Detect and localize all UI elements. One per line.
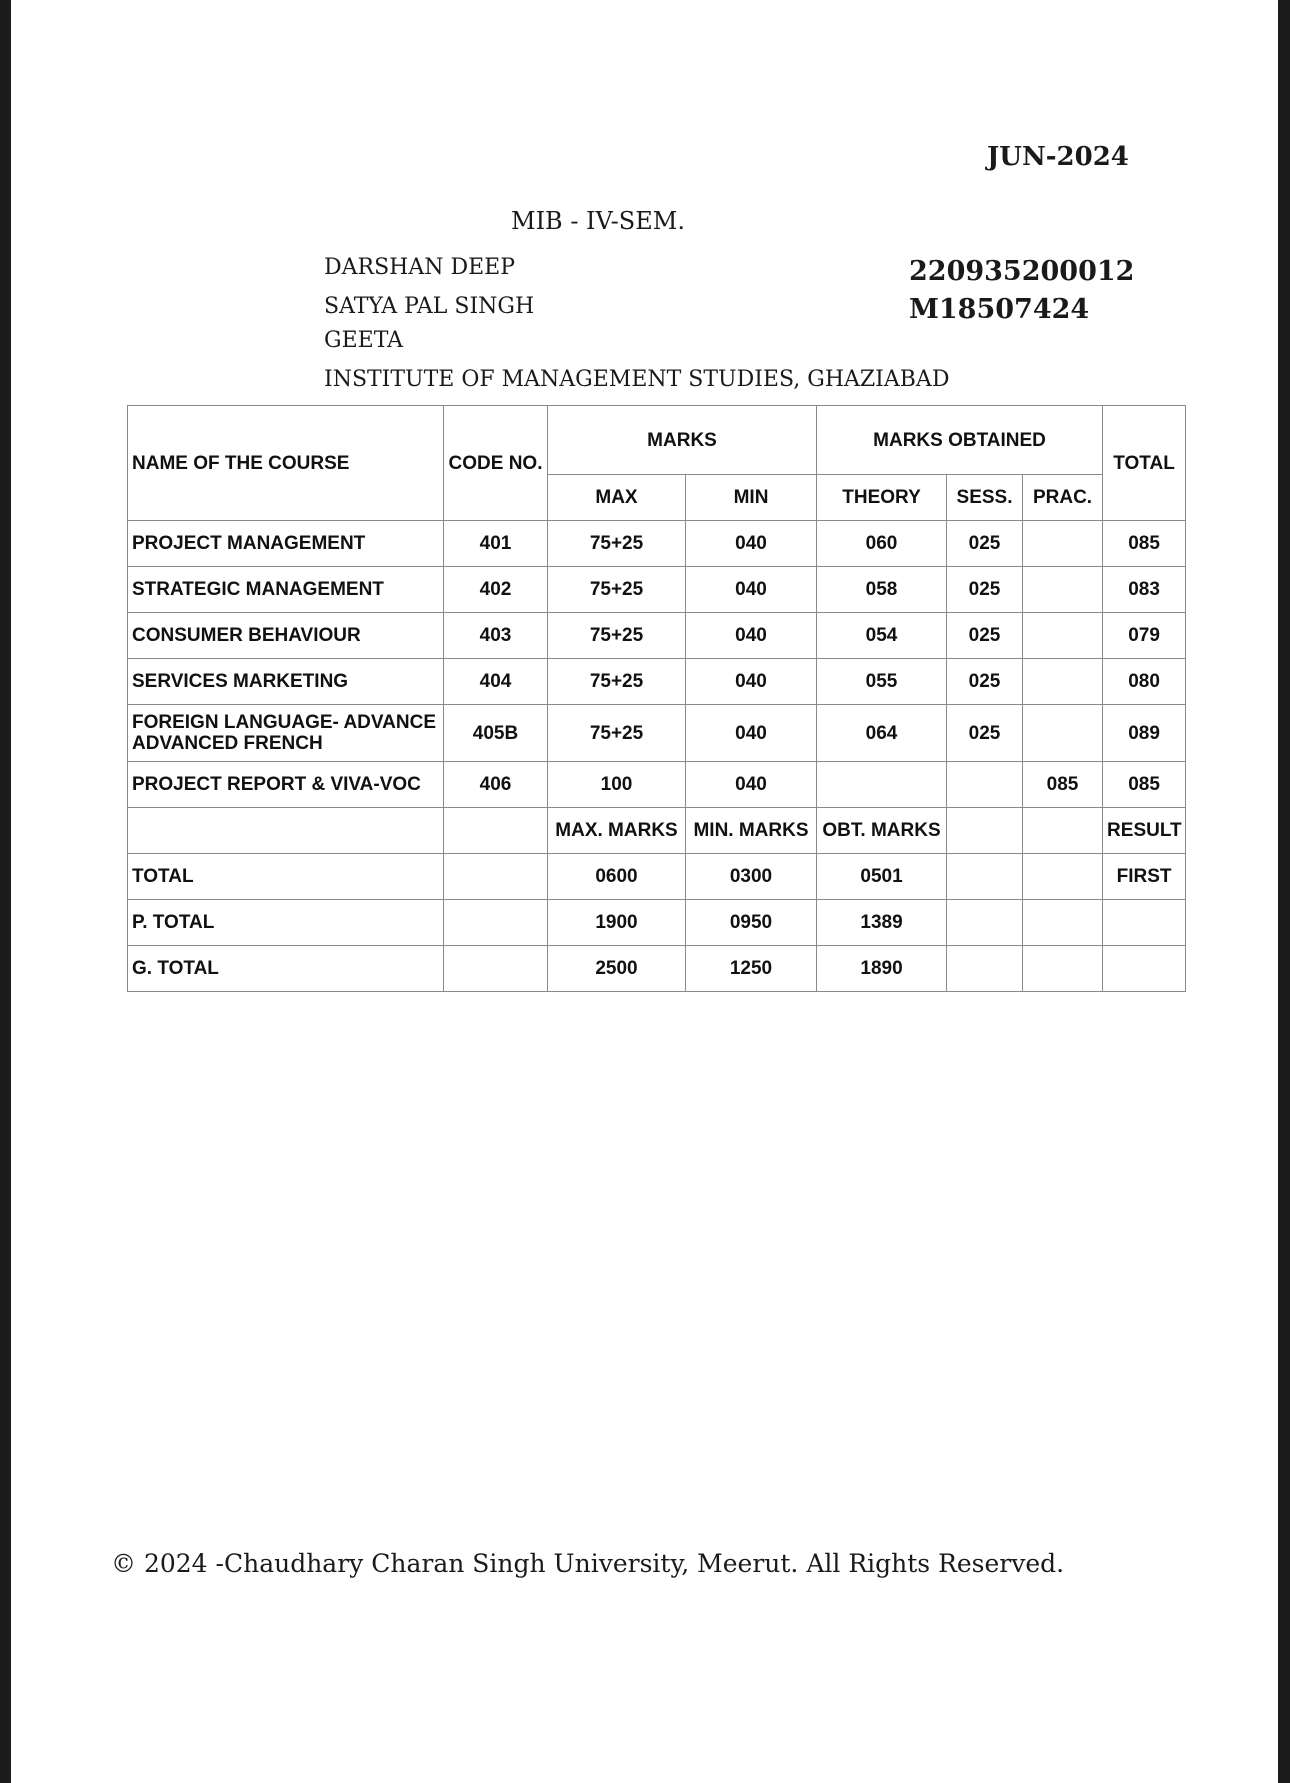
total-marks: 080 xyxy=(1103,659,1186,705)
sess-marks: 025 xyxy=(947,613,1023,659)
summary-max: 1900 xyxy=(548,900,686,946)
course-code: 401 xyxy=(444,521,548,567)
course-name: STRATEGIC MANAGEMENT xyxy=(128,567,444,613)
header-course: NAME OF THE COURSE xyxy=(128,406,444,521)
father-name: SATYA PAL SINGH xyxy=(324,294,535,319)
theory-marks: 054 xyxy=(817,613,947,659)
prac-marks xyxy=(1023,659,1103,705)
table-row xyxy=(128,762,1186,808)
prac-marks: 085 xyxy=(1023,762,1103,808)
header-row-1 xyxy=(128,406,1186,475)
course-code: 405B xyxy=(444,705,548,762)
sess-marks: 025 xyxy=(947,521,1023,567)
total-marks: 089 xyxy=(1103,705,1186,762)
empty-cell xyxy=(1023,854,1103,900)
summary-header-result: RESULT xyxy=(1103,808,1186,854)
empty-cell xyxy=(947,854,1023,900)
course-name: SERVICES MARKETING xyxy=(128,659,444,705)
summary-header-max: MAX. MARKS xyxy=(548,808,686,854)
total-marks: 085 xyxy=(1103,521,1186,567)
summary-max: 2500 xyxy=(548,946,686,992)
sess-marks xyxy=(947,762,1023,808)
student-name: DARSHAN DEEP xyxy=(324,255,516,280)
course-name-line-2: ADVANCED FRENCH xyxy=(132,733,323,754)
exam-session: JUN-2024 xyxy=(987,142,1129,172)
header-code: CODE NO. xyxy=(444,406,548,521)
summary-obt: 1890 xyxy=(817,946,947,992)
course-code: 406 xyxy=(444,762,548,808)
sess-marks: 025 xyxy=(947,659,1023,705)
max-marks: 75+25 xyxy=(548,705,686,762)
empty-cell xyxy=(444,808,548,854)
header-prac: PRAC. xyxy=(1023,475,1103,521)
summary-label: P. TOTAL xyxy=(128,900,444,946)
prac-marks xyxy=(1023,521,1103,567)
course-code: 404 xyxy=(444,659,548,705)
mother-name: GEETA xyxy=(324,328,404,353)
summary-row xyxy=(128,900,1186,946)
header-marks-obtained: MARKS OBTAINED xyxy=(817,406,1103,475)
table-row xyxy=(128,613,1186,659)
max-marks: 75+25 xyxy=(548,567,686,613)
course-name-line-1: FOREIGN LANGUAGE- ADVANCE xyxy=(132,712,436,733)
header-theory: THEORY xyxy=(817,475,947,521)
course-name: CONSUMER BEHAVIOUR xyxy=(128,613,444,659)
theory-marks xyxy=(817,762,947,808)
min-marks: 040 xyxy=(686,762,817,808)
max-marks: 75+25 xyxy=(548,613,686,659)
summary-row xyxy=(128,946,1186,992)
empty-cell xyxy=(444,854,548,900)
course-name: PROJECT REPORT & VIVA-VOC xyxy=(128,762,444,808)
min-marks: 040 xyxy=(686,521,817,567)
summary-min: 0300 xyxy=(686,854,817,900)
header-total: TOTAL xyxy=(1103,406,1186,521)
header-min: MIN xyxy=(686,475,817,521)
course-code: 402 xyxy=(444,567,548,613)
header-max: MAX xyxy=(548,475,686,521)
course-semester: MIB - IV-SEM. xyxy=(511,207,685,235)
min-marks: 040 xyxy=(686,613,817,659)
prac-marks xyxy=(1023,567,1103,613)
prac-marks xyxy=(1023,705,1103,762)
empty-cell xyxy=(947,900,1023,946)
result-sheet xyxy=(11,0,1278,1783)
summary-result: FIRST xyxy=(1103,854,1186,900)
summary-row xyxy=(128,854,1186,900)
summary-header-obt: OBT. MARKS xyxy=(817,808,947,854)
summary-label: TOTAL xyxy=(128,854,444,900)
summary-obt: 1389 xyxy=(817,900,947,946)
table-row xyxy=(128,521,1186,567)
empty-cell xyxy=(444,946,548,992)
enrolment-number: M18507424 xyxy=(909,294,1090,325)
summary-min: 1250 xyxy=(686,946,817,992)
min-marks: 040 xyxy=(686,659,817,705)
empty-cell xyxy=(947,946,1023,992)
summary-result xyxy=(1103,900,1186,946)
min-marks: 040 xyxy=(686,705,817,762)
summary-header-min: MIN. MARKS xyxy=(686,808,817,854)
max-marks: 100 xyxy=(548,762,686,808)
summary-min: 0950 xyxy=(686,900,817,946)
empty-cell xyxy=(444,900,548,946)
max-marks: 75+25 xyxy=(548,659,686,705)
copyright-footer: © 2024 -Chaudhary Charan Singh University, Meerut. All Rights Reserved. xyxy=(111,1549,1065,1578)
theory-marks: 058 xyxy=(817,567,947,613)
sess-marks: 025 xyxy=(947,567,1023,613)
table-row xyxy=(128,659,1186,705)
table-row xyxy=(128,705,1186,762)
max-marks: 75+25 xyxy=(548,521,686,567)
empty-cell xyxy=(1023,900,1103,946)
empty-cell xyxy=(1023,808,1103,854)
total-marks: 085 xyxy=(1103,762,1186,808)
sess-marks: 025 xyxy=(947,705,1023,762)
theory-marks: 055 xyxy=(817,659,947,705)
summary-header-row xyxy=(128,808,1186,854)
header-sess: SESS. xyxy=(947,475,1023,521)
empty-cell xyxy=(1023,946,1103,992)
total-marks: 079 xyxy=(1103,613,1186,659)
prac-marks xyxy=(1023,613,1103,659)
course-name: PROJECT MANAGEMENT xyxy=(128,521,444,567)
summary-result xyxy=(1103,946,1186,992)
theory-marks: 064 xyxy=(817,705,947,762)
table-row xyxy=(128,567,1186,613)
header-marks: MARKS xyxy=(548,406,817,475)
summary-obt: 0501 xyxy=(817,854,947,900)
course-code: 403 xyxy=(444,613,548,659)
total-marks: 083 xyxy=(1103,567,1186,613)
roll-number: 220935200012 xyxy=(909,256,1135,287)
course-name xyxy=(128,705,444,762)
theory-marks: 060 xyxy=(817,521,947,567)
min-marks: 040 xyxy=(686,567,817,613)
marks-table xyxy=(127,405,1186,992)
empty-cell xyxy=(128,808,444,854)
empty-cell xyxy=(947,808,1023,854)
college-name: INSTITUTE OF MANAGEMENT STUDIES, GHAZIABAD xyxy=(324,367,950,392)
summary-label: G. TOTAL xyxy=(128,946,444,992)
summary-max: 0600 xyxy=(548,854,686,900)
